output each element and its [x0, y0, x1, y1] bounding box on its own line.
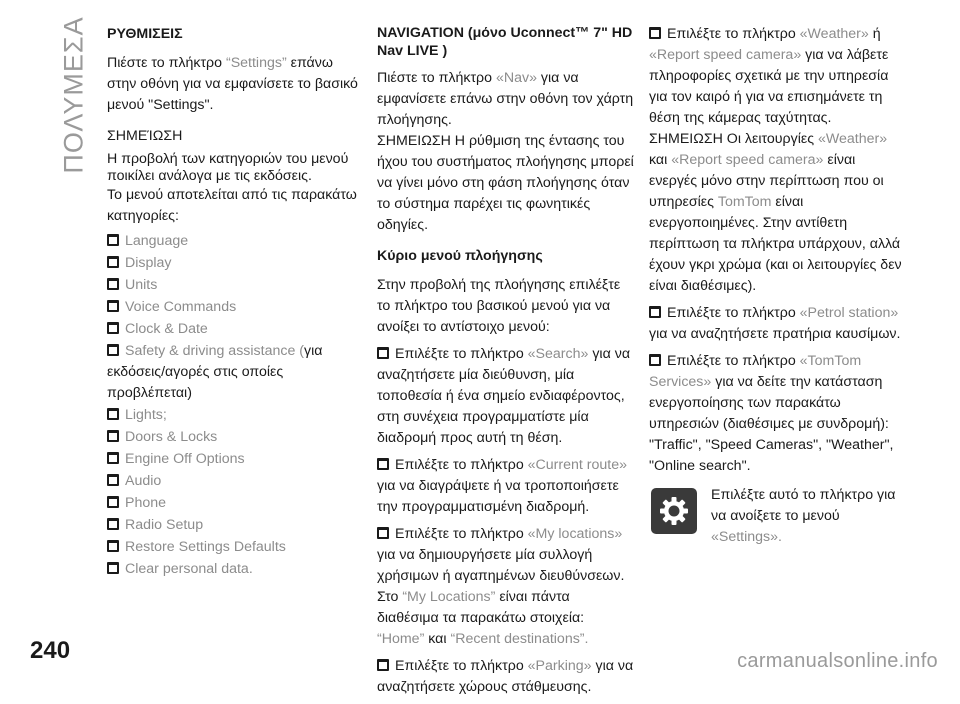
nav-intro-text: Πιέστε το πλήκτρο [377, 70, 496, 86]
list-item-label: Phone [125, 495, 167, 511]
list-item-label: Language [125, 233, 189, 249]
bullet-icon [107, 518, 119, 530]
settings-gear-icon [651, 488, 697, 534]
tomtom-key: TomTom [717, 194, 772, 210]
settings-note-title: ΣΗΜΕΊΩΣΗ [107, 128, 183, 144]
petrol-key: «Petrol station» [799, 305, 899, 321]
bullet-icon [107, 300, 119, 312]
list-item [107, 515, 363, 536]
chapter-side-tab [52, 16, 96, 174]
list-item-label: Units [125, 277, 158, 293]
my-locations-text-2: για να δημιουργήσετε μία συλλογή χρήσιμων ή αγαπημένων διευθύνσεων. Στο [377, 547, 625, 605]
bullet-icon [107, 322, 119, 334]
list-item-label: Clear personal data. [125, 561, 253, 577]
list-item-label: Clock & Date [125, 321, 208, 337]
bullet-icon [649, 27, 661, 39]
recent-destinations-key: “Recent destinations”. [450, 631, 589, 647]
chapter-side-tab-label: ΠΟΛΥΜΕΣΑ [58, 16, 89, 174]
settings-intro [107, 53, 363, 116]
list-item [107, 427, 363, 448]
home-key: “Home” [377, 631, 425, 647]
list-item-label: Doors & Locks [125, 429, 218, 445]
watermark: carmanualsonline.info [737, 650, 938, 672]
petrol-text-2: για να αναζητήσετε πρατήρια καυσίμων. [649, 326, 901, 342]
my-locations-text-3: είναι πάντα διαθέσιμα τα παρακάτω στοιχεία: [377, 589, 585, 626]
weather-key-2: «Weather» [817, 131, 888, 147]
bullet-icon [107, 562, 119, 574]
list-item [107, 319, 363, 340]
bullet-icon [107, 234, 119, 246]
list-item [107, 493, 363, 514]
settings-icon-text: Επιλέξτε αυτό το πλήκτρο για να ανοίξετε το μενού [711, 487, 896, 524]
navigation-column [377, 24, 635, 704]
bullet-icon [377, 527, 389, 539]
weather-text-2: ή [868, 26, 881, 42]
bullet-icon [377, 458, 389, 470]
tomtom-services-key: «TomTom Services» [649, 353, 862, 390]
petrol-station-item [649, 303, 906, 345]
list-item-label: Radio Setup [125, 517, 204, 533]
current-route-item [377, 455, 635, 518]
settings-title: ΡΥΘΜΙΣΕΙΣ [107, 26, 183, 42]
nav-volume-note: ΣΗΜΕΙΩΣΗ Η ρύθμιση της έντασης του ήχου του συστήματος πλοήγησης μπορεί να γίνει μόνο στη φάση πλοήγησης όταν το σύστημα παρέχει τις φωνητικές οδηγίες. [377, 133, 634, 233]
bullet-icon [107, 256, 119, 268]
bullet-icon [107, 344, 119, 356]
settings-note-text: Η προβολή των κατηγοριών του μενού ποικίλει ανάλογα με τις εκδόσεις. [107, 151, 349, 184]
bullet-icon [377, 347, 389, 359]
current-route-key: «Current route» [527, 457, 628, 473]
search-item-key: «Search» [527, 346, 589, 362]
current-route-text: Επιλέξτε το πλήκτρο [395, 457, 528, 473]
list-item [107, 275, 363, 296]
nav-intro-key: «Nav» [495, 70, 537, 86]
weather-note: ΣΗΜΕΙΩΣΗ Οι λειτουργίες [649, 131, 818, 147]
petrol-text: Επιλέξτε το πλήκτρο [667, 305, 800, 321]
bullet-icon [107, 430, 119, 442]
settings-intro-text: Πιέστε το πλήκτρο [107, 55, 226, 71]
bullet-icon [107, 474, 119, 486]
settings-intro-text-2: επάνω στην οθόνη για να εμφανίσετε το βασικό μενού "Settings". [107, 55, 358, 113]
list-item-label: Lights; [125, 407, 167, 423]
list-item [107, 559, 363, 580]
tomtom-services-text: Επιλέξτε το πλήκτρο [667, 353, 800, 369]
my-locations-key-2: “My Locations” [402, 589, 496, 605]
speed-camera-key-2: «Report speed camera» [671, 152, 824, 168]
my-locations-text-4: και [424, 631, 451, 647]
bullet-icon [107, 540, 119, 552]
list-item [107, 253, 363, 274]
parking-key: «Parking» [527, 658, 592, 674]
speed-camera-key: «Report speed camera» [649, 47, 802, 63]
bullet-icon [107, 496, 119, 508]
weather-text-3: για να λάβετε πληροφορίες σχετικά με την υπηρεσία για τον καιρό ή για να επισημάνετε τη θέση της κάμερας ταχύτητας. [649, 47, 889, 126]
main-menu-text: Στην προβολή της πλοήγησης επιλέξτε το πλήκτρο του βασικού μενού για να ανοίξει το αντίστοιχο μενού: [377, 277, 621, 335]
search-item-text-2: για να αναζητήσετε μία διεύθυνση, μία τοποθεσία ή ένα σημείο ενδιαφέροντος, στη συνέχεια προγραμματίστε μία διαδρομή προς αυτή τη θέση. [377, 346, 631, 446]
list-item-label: Safety & driving assistance ( [125, 343, 304, 359]
tomtom-services-item [649, 351, 906, 477]
settings-icon-paragraph [649, 485, 906, 548]
list-item [107, 449, 363, 470]
weather-text: Επιλέξτε το πλήκτρο [667, 26, 800, 42]
list-item-label-note: για εκδόσεις/αγορές στις οποίες προβλέπεται) [107, 343, 323, 401]
bullet-icon [649, 306, 661, 318]
bullet-icon [377, 659, 389, 671]
current-route-text-2: για να διαγράψετε ή να τροποποιήσετε την προγραμματισμένη διαδρομή. [377, 478, 619, 515]
my-locations-text: Επιλέξτε το πλήκτρο [395, 526, 528, 542]
settings-intro-key: “Settings” [225, 55, 287, 71]
list-item [107, 297, 363, 318]
list-item-label: Engine Off Options [125, 451, 245, 467]
list-item-label: Audio [125, 473, 162, 489]
list-item [107, 231, 363, 252]
list-item-label: Voice Commands [125, 299, 237, 315]
list-item [107, 537, 363, 558]
list-item [107, 341, 363, 404]
page-number: 240 [30, 637, 71, 664]
bullet-icon [649, 354, 661, 366]
settings-menu-text: Το μενού αποτελείται από τις παρακάτω κατηγορίες: [107, 187, 357, 224]
list-item [107, 405, 363, 426]
parking-item [377, 656, 635, 698]
main-menu-subtitle: Κύριο μενού πλοήγησης [377, 248, 543, 264]
settings-column [107, 24, 363, 581]
weather-note-3: είναι ενεργές μόνο στην περίπτωση που οι υπηρεσίες [649, 152, 884, 210]
my-locations-key: «My locations» [527, 526, 623, 542]
search-item-text: Επιλέξτε το πλήκτρο [395, 346, 528, 362]
list-item-label: Restore Settings Defaults [125, 539, 286, 555]
navigation-title: NAVIGATION (μόνο Uconnect™ 7" HD Nav LIVE ) [377, 25, 633, 59]
weather-key: «Weather» [799, 26, 869, 42]
list-item-label: Display [125, 255, 172, 271]
bullet-icon [107, 408, 119, 420]
tomtom-services-text-2: για να δείτε την κατάσταση ενεργοποίησης των παρακάτω υπηρεσιών (διαθέσιμες με συνδρομή): "Traffic", "Speed Cameras", "Weather", "Online search". [649, 374, 894, 474]
my-locations-item [377, 524, 635, 650]
settings-category-list [107, 231, 363, 580]
settings-icon-key: «Settings». [711, 529, 782, 545]
bullet-icon [107, 278, 119, 290]
search-item [377, 344, 635, 449]
list-item [107, 471, 363, 492]
weather-note-4: είναι ενεργοποιημένες. Στην αντίθετη περίπτωση τα πλήκτρα υπάρχουν, αλλά έχουν γκρι χρώμα (και οι λειτουργίες δεν είναι διαθέσιμες). [649, 194, 902, 294]
weather-note-2: και [649, 152, 672, 168]
navigation-intro [377, 68, 635, 236]
parking-text-2: για να αναζητήσετε χώρους στάθμευσης. [377, 658, 634, 695]
parking-text: Επιλέξτε το πλήκτρο [395, 658, 528, 674]
navigation-column-continued [649, 24, 906, 548]
nav-intro-text-2: για να εμφανίσετε επάνω στην οθόνη τον χάρτη πλοήγησης. [377, 70, 634, 128]
weather-item [649, 24, 906, 297]
bullet-icon [107, 452, 119, 464]
